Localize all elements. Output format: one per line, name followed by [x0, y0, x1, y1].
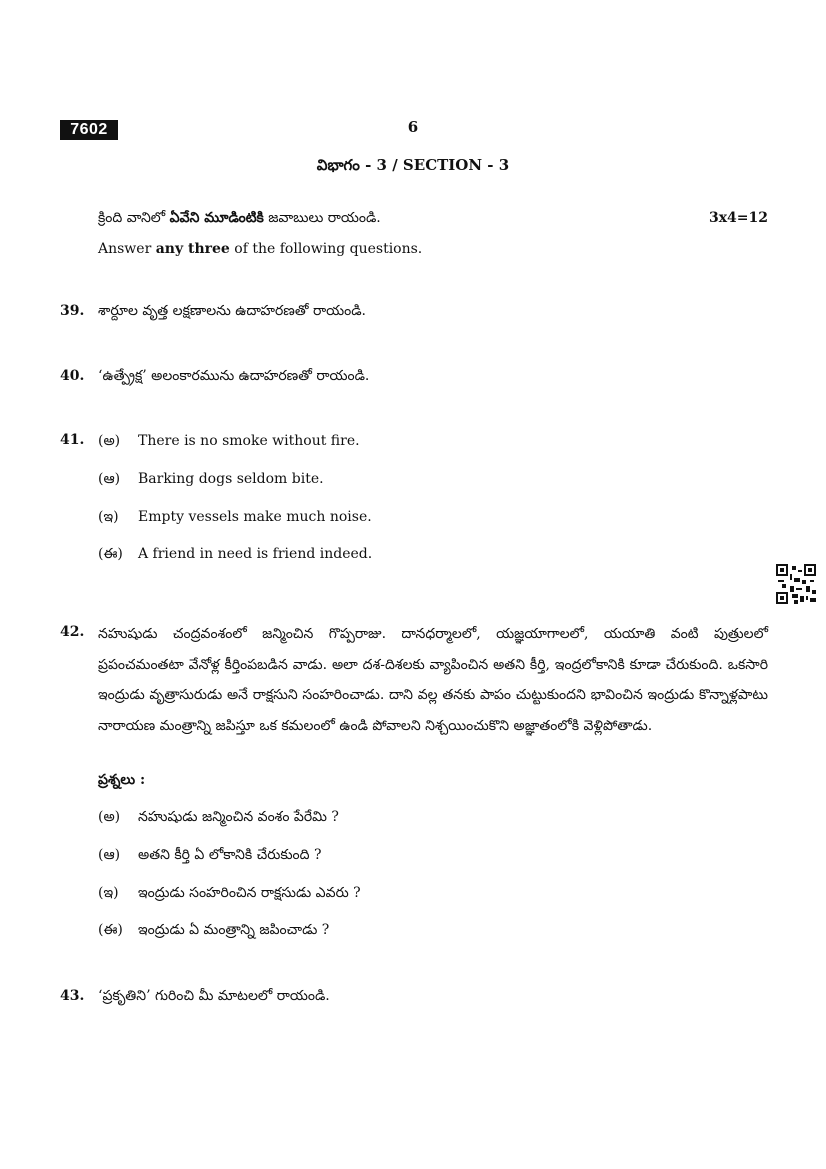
- option-text: There is no smoke without fire.: [138, 433, 360, 449]
- instruction-english: [98, 240, 422, 258]
- question-number: 39.: [60, 303, 85, 319]
- marks-allocation: 3x4=12: [708, 210, 768, 226]
- option-text: Barking dogs seldom bite.: [138, 471, 324, 487]
- qr-code-icon: [776, 564, 816, 604]
- page-number: 6: [407, 118, 419, 136]
- sub-question-text: ఇంద్రుడు సంహరించిన రాక్షసుడు ఎవరు ?: [138, 885, 361, 901]
- option-text: Empty vessels make much noise.: [138, 509, 372, 525]
- sub-question-label: (ఈ): [98, 922, 123, 938]
- question-text: శార్దూల వృత్త లక్షణాలను ఉదాహరణతో రాయండి.: [98, 303, 367, 319]
- sub-question-label: (ఆ): [98, 847, 121, 863]
- sub-question-text: నహుషుడు జన్మించిన వంశం పేరేమి ?: [138, 809, 339, 825]
- sub-question-text: అతని కీర్తి ఏ లోకానికి చేరుకుంది ?: [138, 847, 322, 863]
- instruction-telugu: [98, 209, 381, 227]
- instruction-telugu-bold: ఏవేని మూడింటికి: [169, 210, 264, 226]
- question-text: ‘ప్రకృతిని’ గురించి మీ మాటలలో రాయండి.: [98, 988, 330, 1004]
- paper-code-badge: 7602: [60, 120, 118, 140]
- question-text: ‘ఉత్ప్రేక్ష’ అలంకారమును ఉదాహరణతో రాయండి.: [98, 368, 370, 384]
- option-label: (అ): [98, 433, 121, 449]
- option-label: (ఈ): [98, 546, 123, 562]
- instruction-english-bold: any three: [155, 241, 230, 257]
- sub-question-label: (అ): [98, 809, 121, 825]
- instruction-english-suffix: of the following questions.: [229, 241, 423, 257]
- instruction-telugu-prefix: క్రింది వానిలో: [98, 210, 170, 226]
- comprehension-passage: నహుషుడు చంద్రవంశంలో జన్మించిన గొప్పరాజు. దానధర్మాలలో, యజ్ఞయాగాలలో, యయాతి వంటి పుత్రులలో ప్రపంచమంతటా వేనోళ్ల కీర్తింపబడిన వాడు. అలా దశ-దిశలకు వ్యాపించిన అతని కీర్తి, ఇంద్రలోకానికి కూడా చేరుకుంది. ఒకసారి ఇంద్రుడు వృత్రాసురుడు అనే రాక్షసుని సంహరించాడు. దాని వల్ల తనకు పాపం చుట్టుకుందని భావించిన ఇంద్రుడు కొన్నాళ్లపాటు నారాయణ మంత్రాన్ని జపిస్తూ ఒక కమలంలో ఉండి పోవాలని నిశ్చయించుకొని అజ్ఞాతంలోకి వెళ్లిపోతాడు.: [98, 626, 768, 734]
- option-label: (ఆ): [98, 471, 121, 487]
- question-number: 43.: [60, 988, 85, 1004]
- sub-question-label: (ఇ): [98, 885, 119, 901]
- question-number: 40.: [60, 368, 85, 384]
- option-text: A friend in need is friend indeed.: [138, 546, 373, 562]
- question-number: 42.: [60, 624, 85, 640]
- option-label: (ఇ): [98, 509, 119, 525]
- instruction-english-prefix: Answer: [98, 241, 156, 257]
- sub-question-text: ఇంద్రుడు ఏ మంత్రాన్ని జపించాడు ?: [138, 922, 330, 938]
- instruction-telugu-suffix: జవాబులు రాయండి.: [263, 210, 381, 226]
- section-title: విభాగం - 3 / SECTION - 3: [316, 156, 510, 174]
- question-number: 41.: [60, 432, 85, 448]
- questions-heading: ప్రశ్నలు :: [98, 772, 146, 788]
